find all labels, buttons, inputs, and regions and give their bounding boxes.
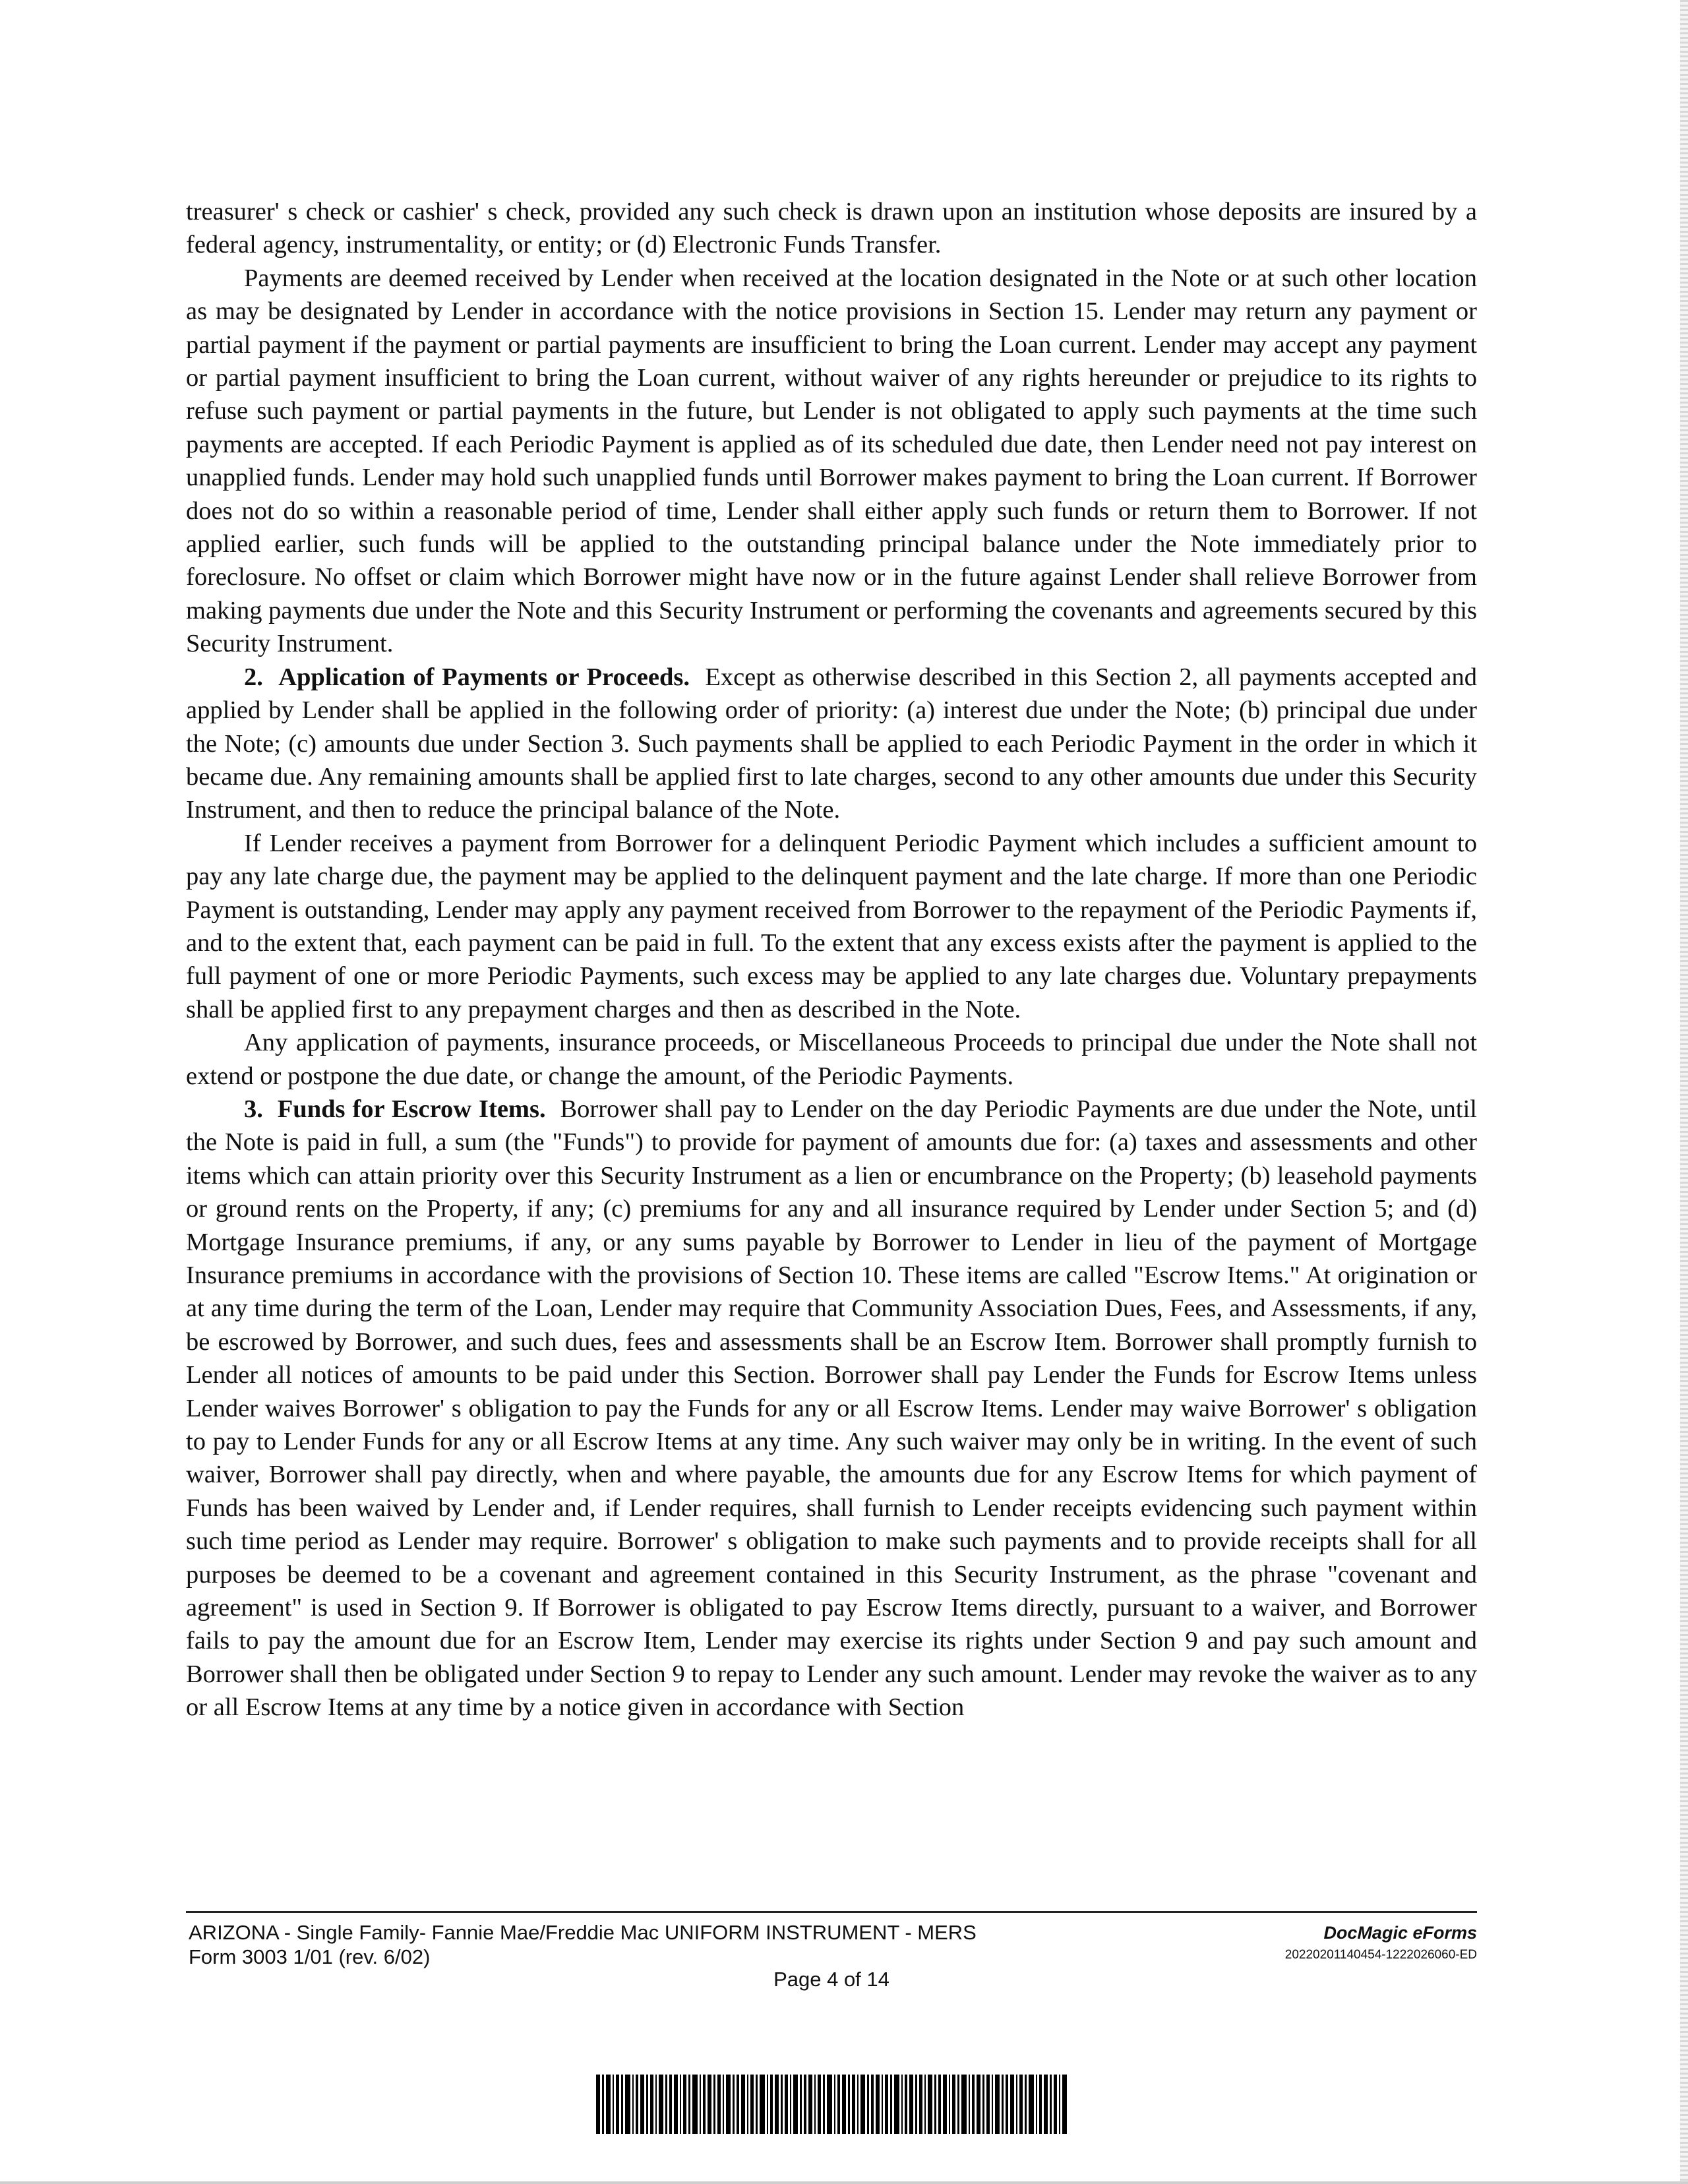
form-identification — [189, 1920, 977, 1969]
section-2-paragraph-2: If Lender receives a payment from Borrower for a delinquent Periodic Payment which includes a sufficient amount to pay any late charge due, the payment may be applied to the delinquent payment and the late charge. If more than one Periodic Payment is outstanding, Lender may apply any payment received from Borrower to the repayment of the Periodic Payments if, and to the extent that, each payment can be paid in full. To the extent that any excess exists after the payment is applied to the full payment of one or more Periodic Payments, such excess may be applied to any late charges due. Voluntary prepayments shall be applied first to any prepayment charges and then as described in the Note. — [186, 829, 1477, 1023]
section-3-title: Funds for Escrow Items. — [277, 1095, 546, 1123]
section-2-number: 2. — [244, 663, 263, 691]
barcode — [595, 2075, 1070, 2134]
section-3-paragraph — [186, 1093, 1477, 1724]
section-2-title: Application of Payments or Proceeds. — [278, 663, 690, 691]
docmagic-logo: DocMagic eForms — [1323, 1923, 1477, 1943]
page-number: Page 4 of 14 — [773, 1968, 889, 1991]
document-id: 20220201140454-1222026060-ED — [1284, 1948, 1477, 1962]
section-3-number: 3. — [244, 1095, 263, 1123]
footer-divider — [186, 1911, 1477, 1913]
scan-edge-artifact — [1680, 0, 1688, 2184]
section-2-body: Except as otherwise described in this Section 2, all payments accepted and applied by Lender shall be applied in the following order of priority: (a) interest due under the Note; (b) principal due under the Note; (c) amounts due under Section 3. Such payments shall be applied to each Periodic Payment in the order in which it became due. Any remaining amounts shall be applied first to late charges, second to any other amounts due under this Security Instrument, and then to reduce the principal balance of the Note. — [186, 663, 1478, 824]
form-title: ARIZONA - Single Family- Fannie Mae/Freddie Mac UNIFORM INSTRUMENT - MERS — [189, 1921, 977, 1944]
document-body — [186, 195, 1477, 1724]
payments-paragraph: Payments are deemed received by Lender when received at the location designated in the Note or at such other location as may be designated by Lender in accordance with the notice provisions in Section 15. Lender may return any payment or partial payment if the payment or partial payments are insufficient to bring the Loan current. Lender may accept any payment or partial payment insufficient to bring the Loan current, without waiver of any rights hereunder or prejudice to its rights to refuse such payment or partial payments in the future, but Lender is not obligated to apply such payments at the time such payments are accepted. If each Periodic Payment is applied as of its scheduled due date, then Lender need not pay interest on unapplied funds. Lender may hold such unapplied funds until Borrower makes payment to bring the Loan current. If Borrower does not do so within a reasonable period of time, Lender shall either apply such funds or return them to Borrower. If not applied earlier, such funds will be applied to the outstanding principal balance under the Note immediately prior to foreclosure. No offset or claim which Borrower might have now or in the future against Lender shall relieve Borrower from making payments due under the Note and this Security Instrument or performing the covenants and agreements secured by this Security Instrument. — [186, 264, 1477, 658]
section-2-paragraph-3: Any application of payments, insurance proceeds, or Miscellaneous Proceeds to principal due under the Note shall not extend or postpone the due date, or change the amount, of the Periodic Payments. — [186, 1029, 1477, 1090]
form-number: Form 3003 1/01 (rev. 6/02) — [189, 1945, 431, 1968]
scan-bottom-artifact — [0, 2181, 1688, 2184]
section-3-body: Borrower shall pay to Lender on the day Periodic Payments are due under the Note, until the Note is paid in full, a sum (the "Funds") to provide for payment of amounts due for: (a) taxes and assessments and other items which can attain priority over this Security Instrument as a lien or encumbrance on the Property; (b) leasehold payments or ground rents on the Property, if any; (c) premiums for any and all insurance required by Lender under Section 5; and (d) Mortgage Insurance premiums, if any, or any sums payable by Borrower to Lender in lieu of the payment of Mortgage Insurance premiums in accordance with the provisions of Section 10. These items are called "Escrow Items." At origination or at any time during the term of the Loan, Lender may require that Community Association Dues, Fees, and Assessments, if any, be escrowed by Borrower, and such dues, fees and assessments shall be an Escrow Item. Borrower shall promptly furnish to Lender all notices of amounts to be paid under this Section. Borrower shall pay Lender the Funds for Escrow Items unless Lender waives Borrower' s obligation to pay the Funds for any or all Escrow Items. Lender may waive Borrower' s obligation to pay to Lender Funds for any or all Escrow Items at any time. Any such waiver may only be in writing. In the event of such waiver, Borrower shall pay directly, when and where payable, the amounts due for any Escrow Items for which payment of Funds has been waived by Lender and, if Lender requires, shall furnish to Lender receipts evidencing such payment within such time period as Lender may require. Borrower' s obligation to make such payments and to provide receipts shall for all purposes be deemed to be a covenant and agreement contained in this Security Instrument, as the phrase "covenant and agreement" is used in Section 9. If Borrower is obligated to pay Escrow Items directly, pursuant to a waiver, and Borrower fails to pay the amount due for an Escrow Item, Lender may exercise its rights under Section 9 and pay such amount and Borrower shall then be obligated under Section 9 to repay to Lender any such amount. Lender may revoke the waiver as to any or all Escrow Items at any time by a notice given in accordance with Section — [186, 1095, 1477, 1722]
section-2-paragraph — [186, 661, 1477, 827]
page-footer — [186, 1920, 1477, 2013]
opening-paragraph: treasurer' s check or cashier' s check, provided any such check is drawn upon an institution whose deposits are insured by a federal agency, instrumentality, or entity; or (d) Electronic Funds Transfer. — [186, 198, 1477, 259]
